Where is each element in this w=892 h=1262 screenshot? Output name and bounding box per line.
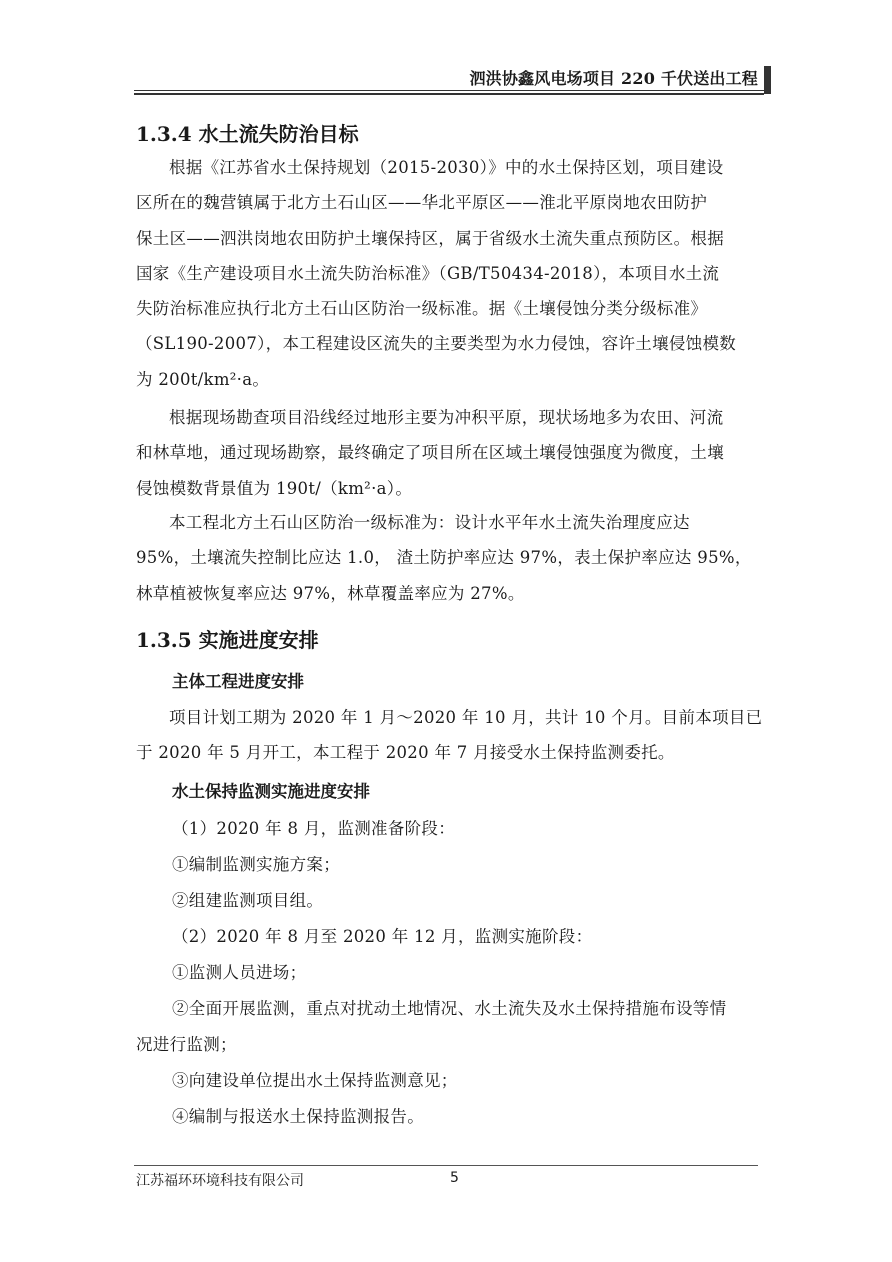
header-rule-thick <box>134 93 764 95</box>
list-item: ②全面开展监测，重点对扰动土地情况、水土流失及水土保持措施布设等情 <box>172 999 727 1018</box>
paragraph-soil-zoning <box>136 150 760 397</box>
paragraph-control-targets <box>136 505 760 611</box>
text-line: 失防治标准应执行北方土石山区防治一级标准。据《土壤侵蚀分类分级标准》 <box>136 299 708 319</box>
footer-company: 江苏福环环境科技有限公司 <box>136 1173 304 1189</box>
text-line: 95%，土壤流失控制比应达 1.0， 渣土防护率应达 97%，表土保护率应达 95%， <box>136 548 752 568</box>
list-item: ④编制与报送水土保持监测报告。 <box>172 1107 424 1126</box>
text-line: 区所在的魏营镇属于北方土石山区——华北平原区——淮北平原岗地农田防护 <box>136 193 708 213</box>
text-line: 本工程北方土石山区防治一级标准为：设计水平年水土流失治理度应达 <box>169 513 690 532</box>
header-tab-mark <box>764 66 771 94</box>
text-line: 和林草地，通过现场勘察，最终确定了项目所在区域土壤侵蚀强度为微度，土壤 <box>136 443 724 463</box>
text-line: 林草植被恢复率应达 97%，林草覆盖率应为 27%。 <box>136 583 525 603</box>
text-line: 国家《生产建设项目水土流失防治标准》（GB/T50434-2018），本项目水土流 <box>136 263 720 283</box>
text-line: 侵蚀模数背景值为 190t/（km²·a）。 <box>136 478 413 498</box>
text-line: （SL190-2007），本工程建设区流失的主要类型为水力侵蚀，容许土壤侵蚀模数 <box>136 334 737 354</box>
list-item-continuation: 况进行监测； <box>136 1035 237 1054</box>
text-line: 项目计划工期为 2020 年 1 月～2020 年 10 月，共计 10 个月。目前本项目已 <box>169 708 763 727</box>
paragraph-project-schedule <box>136 700 763 771</box>
header-rule <box>134 90 764 91</box>
text-line: 于 2020 年 5 月开工，本工程于 2020 年 7 月接受水土保持监测委托。 <box>136 743 675 763</box>
list-item: ①编制监测实施方案； <box>172 855 340 874</box>
list-item: ③向建设单位提出水土保持监测意见； <box>172 1071 458 1090</box>
list-item: （1）2020 年 8 月，监测准备阶段： <box>172 819 456 838</box>
footer-rule <box>134 1165 758 1166</box>
text-line: 为 200t/km²·a。 <box>136 369 270 389</box>
page-number: 5 <box>450 1170 459 1186</box>
subheading-monitoring-schedule: 水土保持监测实施进度安排 <box>172 782 370 801</box>
running-header-title: 泗洪协鑫风电场项目 220 千伏送出工程 <box>469 69 758 88</box>
text-line: 根据《江苏省水土保持规划（2015-2030）》中的水土保持区划，项目建设 <box>169 158 724 177</box>
text-line: 保土区——泗洪岗地农田防护土壤保持区，属于省级水土流失重点预防区。根据 <box>136 228 724 248</box>
section-heading-1-3-5: 1.3.5 实施进度安排 <box>136 628 319 652</box>
list-item: （2）2020 年 8 月至 2020 年 12 月，监测实施阶段： <box>172 927 593 946</box>
list-item: ①监测人员进场； <box>172 963 307 982</box>
section-heading-1-3-4: 1.3.4 水土流失防治目标 <box>136 122 359 146</box>
list-item: ②组建监测项目组。 <box>172 891 324 910</box>
subheading-main-schedule: 主体工程进度安排 <box>172 672 304 691</box>
text-line: 根据现场勘查项目沿线经过地形主要为冲积平原，现状场地多为农田、河流 <box>169 408 724 427</box>
paragraph-site-survey <box>136 400 760 506</box>
